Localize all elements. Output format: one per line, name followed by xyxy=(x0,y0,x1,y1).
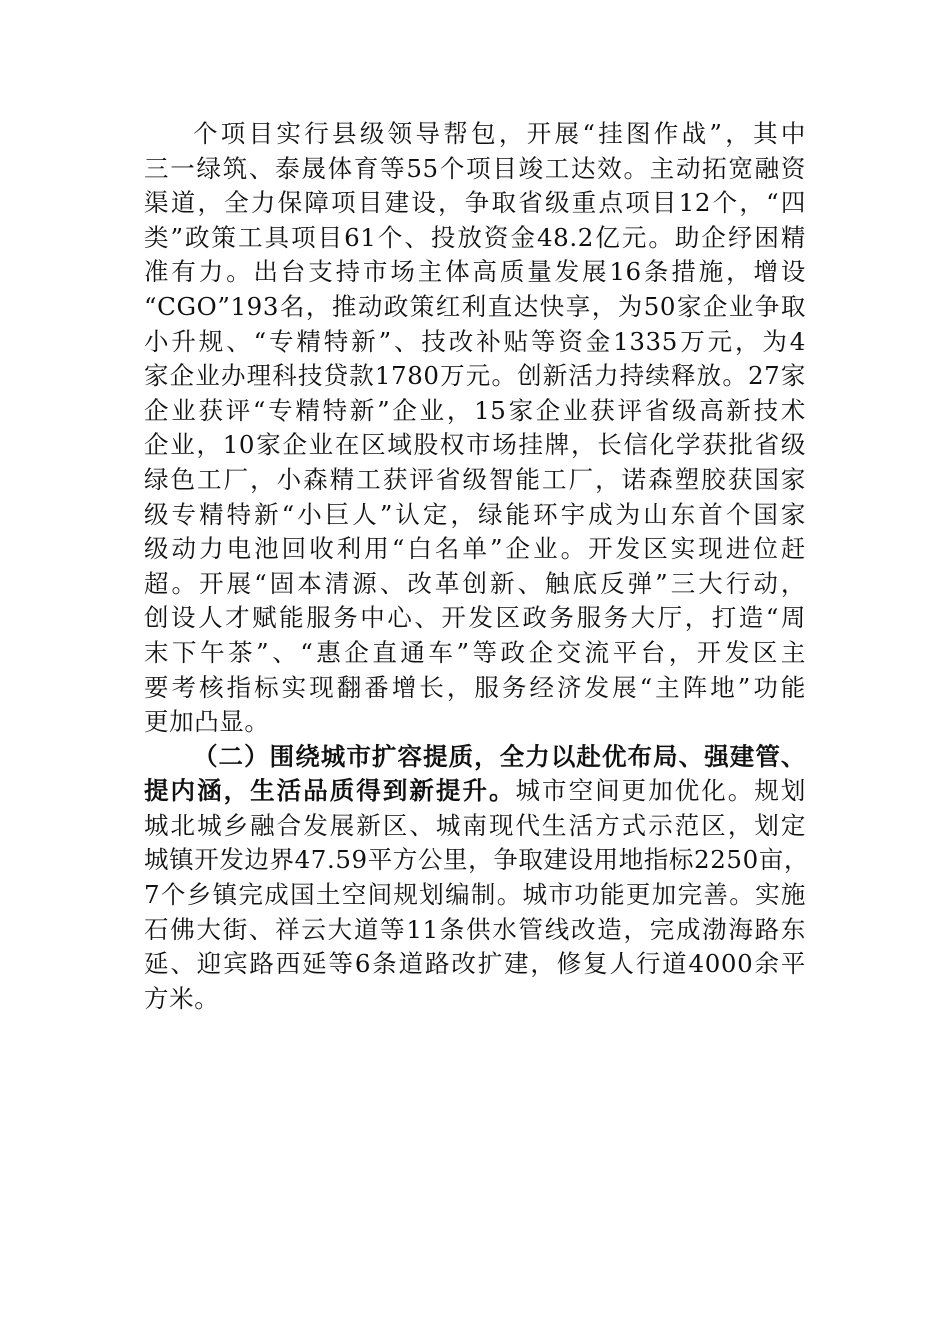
paragraph-line: “CGO”193名，推动政策红利直达快享，为50家企业争取 xyxy=(144,291,806,321)
paragraph-line: 小升规、“专精特新”、技改补贴等资金1335万元，为4 xyxy=(144,326,806,356)
section-heading-continuation: 提内涵，生活品质得到新提升。 xyxy=(144,776,516,806)
paragraph-line: 准有力。出台支持市场主体高质量发展16条措施，增设 xyxy=(144,257,806,287)
paragraph-2 xyxy=(144,740,809,1017)
paragraph-line: 级动力电池回收利用“白名单”企业。开发区实现进位赶 xyxy=(144,534,806,564)
paragraph-line: 末下午茶”、“惠企直通车”等政企交流平台，开发区主 xyxy=(144,637,806,667)
paragraph-line: 企业，10家企业在区域股权市场挂牌，长信化学获批省级 xyxy=(144,430,806,460)
paragraph-line: 三一绿筑、泰晟体育等55个项目竣工达效。主动拓宽融资 xyxy=(144,153,806,183)
paragraph-line: 要考核指标实现翻番增长，服务经济发展“主阵地”功能 xyxy=(144,672,806,702)
section-heading: （二）围绕城市扩容提质，全力以赴优布局、强建管、 xyxy=(193,741,806,771)
paragraph-line: 家企业办理科技贷款1780万元。创新活力持续释放。27家 xyxy=(144,361,806,391)
paragraph-line: 个项目实行县级领导帮包，开展“挂图作战”，其中 xyxy=(193,119,806,148)
paragraph-line: 石佛大街、祥云大道等11条供水管线改造，完成渤海路东 xyxy=(144,914,806,944)
paragraph-line: 级专精特新“小巨人”认定，绿能环宇成为山东首个国家 xyxy=(144,499,806,529)
paragraph-line-text: 城市空间更加优化。规划 xyxy=(515,776,806,806)
body-text xyxy=(144,117,809,1016)
paragraph-line: 方米。 xyxy=(144,983,220,1013)
paragraph-1 xyxy=(144,117,806,740)
paragraph-line: 渠道，全力保障项目建设，争取省级重点项目12个，“四 xyxy=(144,188,806,218)
paragraph-line xyxy=(144,774,806,809)
paragraph-line: 创设人才赋能服务中心、开发区政务服务大厅，打造“周 xyxy=(144,603,806,633)
paragraph-line: 城镇开发边界47.59平方公里，争取建设用地指标2250亩， xyxy=(144,845,809,875)
paragraph-line: 延、迎宾路西延等6条道路改扩建，修复人行道4000余平 xyxy=(144,949,806,979)
paragraph-line: 更加凸显。 xyxy=(144,707,270,737)
paragraph-line: 城北城乡融合发展新区、城南现代生活方式示范区，划定 xyxy=(144,810,806,840)
paragraph-line: 绿色工厂，小森精工获评省级智能工厂，诺森塑胶获国家 xyxy=(144,464,806,494)
paragraph-line: 超。开展“固本清源、改革创新、触底反弹”三大行动， xyxy=(144,568,806,598)
paragraph-line: 企业获评“专精特新”企业，15家企业获评省级高新技术 xyxy=(144,395,806,425)
paragraph-line: 类”政策工具项目61个、投放资金48.2亿元。助企纾困精 xyxy=(144,222,806,252)
paragraph-line: 7个乡镇完成国土空间规划编制。城市功能更加完善。实施 xyxy=(144,880,806,910)
